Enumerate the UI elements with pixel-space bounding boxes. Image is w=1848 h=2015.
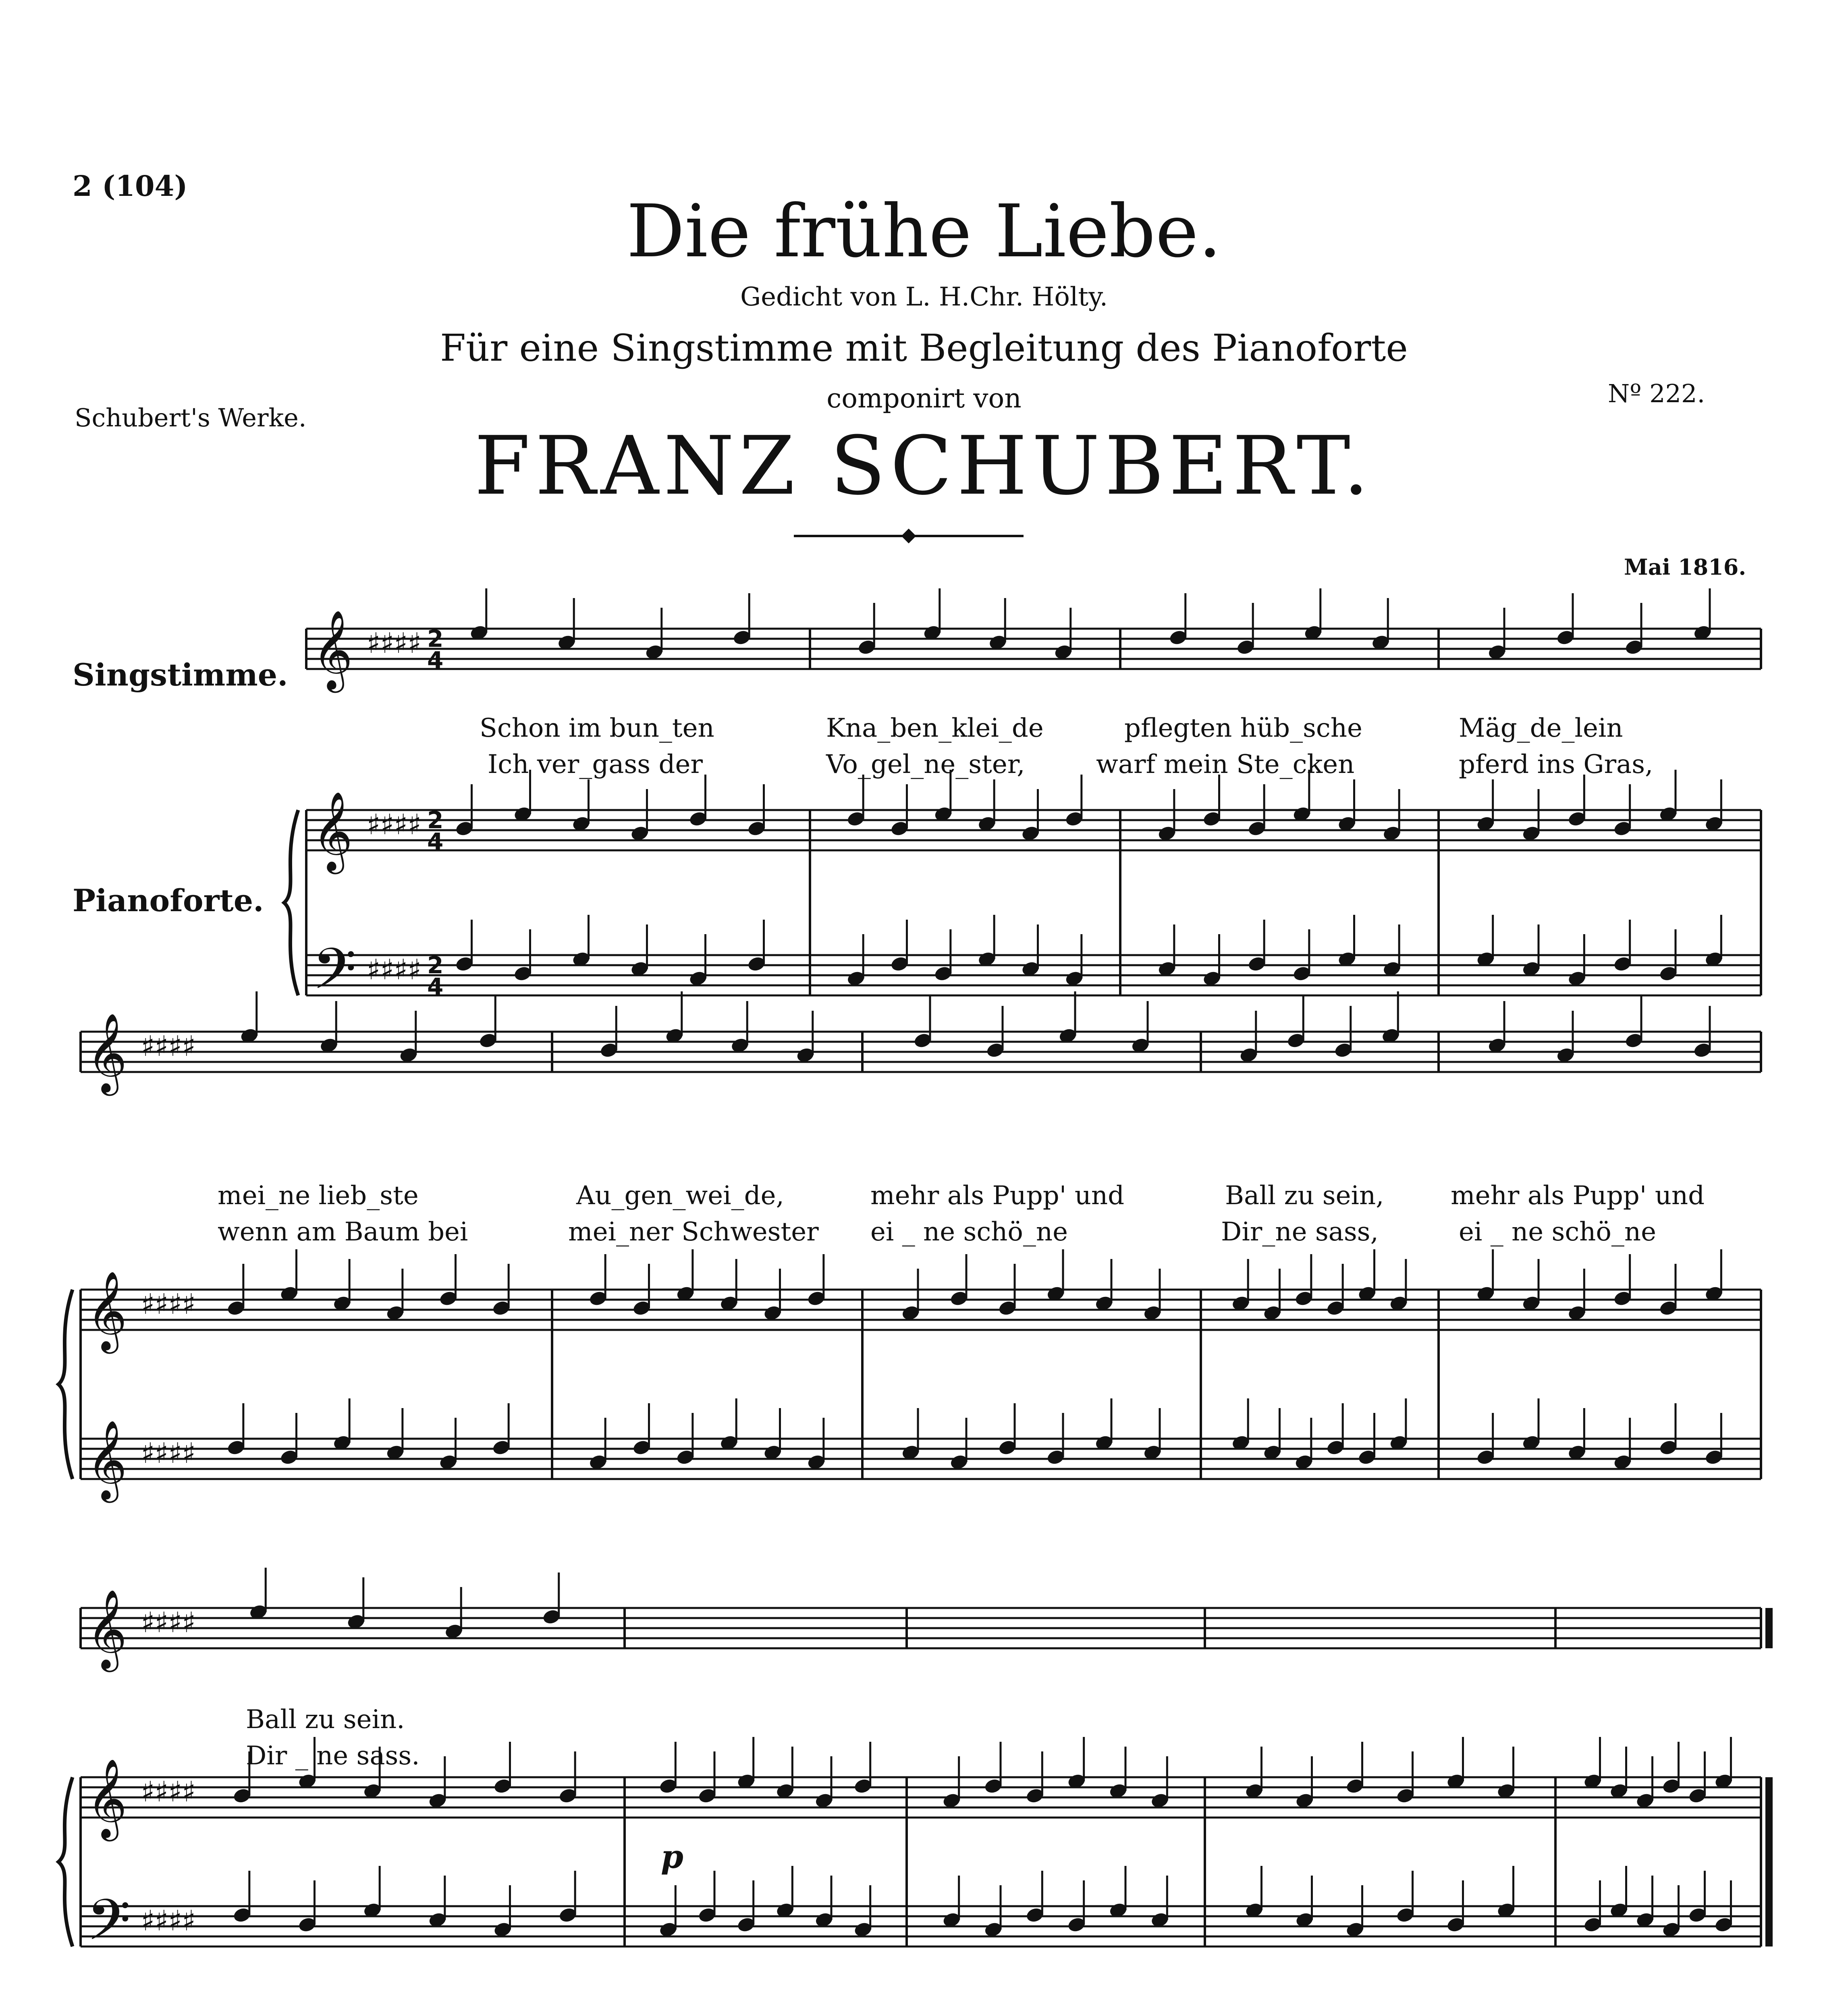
lyric-s2-v2-m3: ei _ ne schö_ne bbox=[870, 1217, 1068, 1247]
lyric-s3-v2: Dir _ ne sass. bbox=[246, 1741, 420, 1771]
composed-by: componirt von bbox=[826, 383, 1022, 414]
key-signature: ♯♯♯♯ bbox=[367, 627, 422, 660]
piano-brace bbox=[284, 810, 298, 995]
dynamic-piano: p bbox=[661, 1838, 683, 1876]
series-name: Schubert's Werke. bbox=[75, 403, 307, 432]
treble-clef: 𝄞 bbox=[87, 1013, 127, 1093]
key-signature: ♯♯♯♯ bbox=[367, 808, 422, 841]
piano-part-label: Pianoforte. bbox=[73, 883, 264, 918]
time-signature-bottom: 4 bbox=[427, 828, 444, 855]
lyric-s2-v2-m5: ei _ ne schö_ne bbox=[1459, 1217, 1656, 1247]
lyric-s1-v1-m4: Mäg_de_lein bbox=[1459, 713, 1623, 743]
treble-clef: 𝄞 bbox=[87, 1271, 127, 1350]
key-signature: ♯♯♯♯ bbox=[141, 1606, 196, 1639]
bass-clef: 𝄢 bbox=[87, 1887, 131, 1967]
catalogue-number: Nº 222. bbox=[1608, 379, 1705, 408]
lyric-s2-v1-m2: Au_gen_wei_de, bbox=[576, 1181, 784, 1211]
song-title: Die frühe Liebe. bbox=[626, 189, 1222, 274]
time-signature-bottom: 4 bbox=[427, 973, 444, 1000]
key-signature: ♯♯♯♯ bbox=[141, 1437, 196, 1470]
treble-clef: 𝄞 bbox=[87, 1589, 127, 1669]
time-signature-top: 2 bbox=[427, 625, 444, 652]
treble-clef: 𝄞 bbox=[312, 610, 353, 690]
key-signature: ♯♯♯♯ bbox=[141, 1775, 196, 1808]
lyric-s1-v2-m4: pferd ins Gras, bbox=[1459, 750, 1653, 779]
lyric-s2-v1-m5: mehr als Pupp' und bbox=[1451, 1181, 1705, 1211]
lyric-s2-v1-m4: Ball zu sein, bbox=[1225, 1181, 1384, 1211]
lyric-s1-v2-m2: Vo_gel_ne_ster, bbox=[826, 750, 1025, 779]
key-signature: ♯♯♯♯ bbox=[141, 1288, 196, 1321]
instrumentation-subtitle: Für eine Singstimme mit Begleitung des Pianoforte bbox=[440, 326, 1408, 370]
composer-name: FRANZ SCHUBERT. bbox=[474, 419, 1374, 513]
key-signature: ♯♯♯♯ bbox=[141, 1904, 196, 1937]
lyric-s2-v2-m2: mei_ner Schwester bbox=[568, 1217, 819, 1247]
composition-date: Mai 1816. bbox=[1624, 554, 1746, 580]
time-signature-top: 2 bbox=[427, 806, 444, 834]
lyric-s2-v2-m4: Dir_ne sass, bbox=[1221, 1217, 1379, 1247]
lyric-s2-v1-m3: mehr als Pupp' und bbox=[870, 1181, 1125, 1211]
key-signature: ♯♯♯♯ bbox=[367, 953, 422, 986]
title-ornament bbox=[794, 530, 1024, 542]
noteheads bbox=[226, 588, 1734, 1938]
piano-brace bbox=[58, 1290, 73, 1479]
bass-clef: 𝄢 bbox=[312, 936, 357, 1016]
treble-clef: 𝄞 bbox=[87, 1420, 127, 1500]
lyric-s3-v1: Ball zu sein. bbox=[246, 1705, 405, 1735]
page-number: 2 (104) bbox=[73, 169, 188, 203]
lyric-s1-v1-m3: pflegten hüb_sche bbox=[1124, 713, 1362, 743]
lyric-s1-v1-m2: Kna_ben_klei_de bbox=[826, 713, 1044, 743]
key-signature: ♯♯♯♯ bbox=[141, 1030, 196, 1063]
lyric-s1-v2-m3: warf mein Ste_cken bbox=[1096, 750, 1355, 779]
time-signature-bottom: 4 bbox=[427, 646, 444, 674]
lyric-s2-v2-m1: wenn am Baum bei bbox=[218, 1217, 468, 1247]
piano-brace bbox=[58, 1777, 73, 1946]
treble-clef: 𝄞 bbox=[87, 1758, 127, 1838]
treble-clef: 𝄞 bbox=[312, 791, 353, 871]
lyric-s1-v1-m1: Schon im bun_ten bbox=[480, 713, 714, 743]
poet-credit: Gedicht von L. H.Chr. Hölty. bbox=[740, 282, 1108, 312]
lyric-s2-v1-m1: mei_ne lieb_ste bbox=[218, 1181, 419, 1211]
time-signature-top: 2 bbox=[427, 951, 444, 979]
voice-part-label: Singstimme. bbox=[73, 657, 288, 693]
lyric-s1-v2-m1: Ich ver_gass der bbox=[488, 750, 703, 779]
